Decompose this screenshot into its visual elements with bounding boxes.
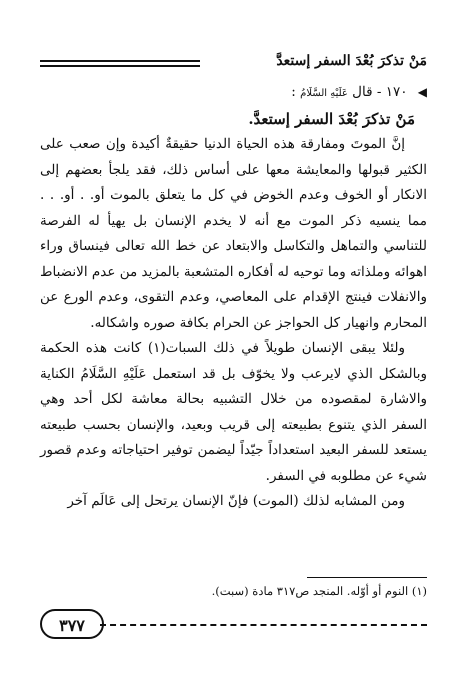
paragraph: ومن المشابه لذلك (الموت) فإنّ الإنسان يرتحل إلى عَالَم آخر xyxy=(67,493,405,509)
footer-dashed-rule xyxy=(100,624,427,626)
hadith-number: ١٧٠ - قال xyxy=(352,84,408,100)
colon: : xyxy=(291,84,296,100)
header-title: مَنْ تذكرَ بُعْدَ السفر إستعدَّ xyxy=(276,53,427,69)
footnote: (١) النوم أو أوّله. المنجد ص٣١٧ مادة (سبت). xyxy=(211,584,427,598)
paragraph: إنَّ الموتَ ومفارقة هذه الحياة الدنيا حقيقةٌ أكيدة وإن صعب على الكثير قبولها والمعايشة معها على أساس ذلك، فقد يلجأ بعضهم إلى الانكار أو الخوف وعدم الخوض في كل ما يتعلق بالموت أو. . أو. . . مما ينسيه ذكر الموت مع أنه لا يخدم الإنسان بل يهيأ له الفرصة للتناسي والتماهل والتكاسل والابتعاد عن خط الله تعالى فينساق وراء اهوائه وملذاته وما توحيه له أفكاره المتشعبة بالمزيد من عدم الانضباط والانفلات فينتج الإقدام على المعاصي، وعدم التقوى، وعدم الورع عن المحارم وانهيار كل الحواجز عن الحرام بكافة صوره واشكاله. xyxy=(40,136,427,331)
page-number: ٣٧٧ xyxy=(40,609,104,639)
paragraph: ولئلا يبقى الإنسان طويلاً في ذلك السبات(١) كانت هذه الحكمة وبالشكل الذي لايرعب ولا يخوّف بل قد استعمل عَلَيْهِ السَّلَامُ الكناية والاشارة لمقصوده من خلال التشبيه بحالة معاشة لكل أحد وهي السفر الذي يتنوع بطبيعته إلى قريب وبعيد، والإنسان بحسب طبيعته يستعد للسفر البعيد استعداداً جيّداً ليضمن توفير احتياجاته وعدم قصور شيء عن مطلوبه في السفر. xyxy=(40,340,427,484)
page-body xyxy=(40,80,427,515)
hadith-heading xyxy=(40,80,427,107)
honorific-glyph: عَلَيْهِ السَّلَامُ xyxy=(300,88,348,99)
pointer-arrow-icon: ◀ xyxy=(417,85,427,99)
header-rule xyxy=(40,65,200,67)
footnote-rule xyxy=(307,577,427,578)
hadith-saying: مَنْ تذكرَ بُعْدَ السفر إستعدَّ. xyxy=(248,109,415,128)
header-rule xyxy=(40,60,200,62)
